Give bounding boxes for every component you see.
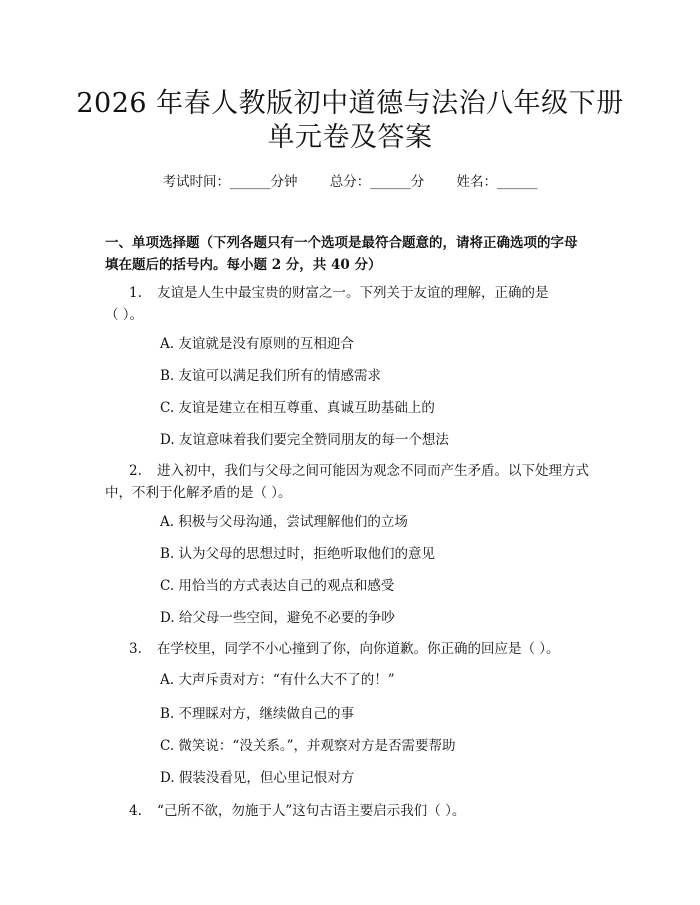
q1-option-d: D. 友谊意味着我们要完全赞同朋友的每一个想法 [160,432,449,448]
exam-score [330,174,425,190]
q1-option-c: C. 友谊是建立在相互尊重、真诚互助基础上的 [160,400,435,416]
q3-option-a: A. 大声斥责对方：“有什么大不了的！” [160,672,395,688]
page-title-line2: 单元卷及答案 [267,122,433,153]
q3-option-b: B. 不理睬对方，继续做自己的事 [160,706,355,722]
q3-option-d: D. 假装没看见，但心里记恨对方 [160,770,355,786]
question-1 [105,282,600,326]
time-blank: ______ [229,174,271,190]
section-heading [105,232,600,276]
q1-option-a: A. 友谊就是没有原则的互相迎合 [160,336,354,352]
name-label: 姓名： [456,174,498,190]
question-4 [105,800,600,822]
q3-option-c: C. 微笑说：“没关系。”，并观察对方是否需要帮助 [160,738,456,754]
question-text-cont: （ ）。 [105,307,144,323]
q2-option-c: C. 用恰当的方式表达自己的观点和感受 [160,578,395,594]
page-title-line1: 2026 年春人教版初中道德与法治八年级下册 [76,88,624,119]
exam-time [162,174,297,190]
score-label: 总分： [329,174,371,190]
question-3 [105,638,600,660]
question-2 [105,460,600,504]
section-heading-line1: 一、单项选择题（下列各题只有一个选项是最符合题意的，请将正确选项的字母 [105,235,578,251]
student-name [457,174,538,190]
q2-option-d: D. 给父母一些空间，避免不必要的争吵 [160,610,395,626]
question-text: 友谊是人生中最宝贵的财富之一。下列关于友谊的理解，正确的是 [157,285,549,301]
question-number: 4. [129,803,142,819]
question-text: 进入初中，我们与父母之间可能因为观念不同而产生矛盾。以下处理方式 [157,463,589,479]
question-text: “己所不欲，勿施于人”这句古语主要启示我们（ ）。 [157,803,466,819]
q2-option-a: A. 积极与父母沟通，尝试理解他们的立场 [160,514,408,530]
time-unit: 分钟 [270,174,298,190]
question-number: 2. [129,463,142,479]
question-text-cont: 中，不利于化解矛盾的是（ ）。 [105,485,292,501]
question-number: 3. [129,641,142,657]
section-heading-line2: 填在题后的括号内。每小题 2 分，共 40 分） [105,257,382,273]
q2-option-b: B. 认为父母的思想过时，拒绝听取他们的意见 [160,546,436,562]
time-label: 考试时间： [162,174,230,190]
name-blank: ______ [497,174,538,190]
question-number: 1. [129,285,142,301]
score-unit: 分 [410,174,425,190]
q1-option-b: B. 友谊可以满足我们所有的情感需求 [160,368,382,384]
question-text: 在学校里，同学不小心撞到了你，向你道歉。你正确的回应是（ ）。 [157,641,560,657]
exam-info [0,170,700,190]
score-blank: ______ [370,174,411,190]
